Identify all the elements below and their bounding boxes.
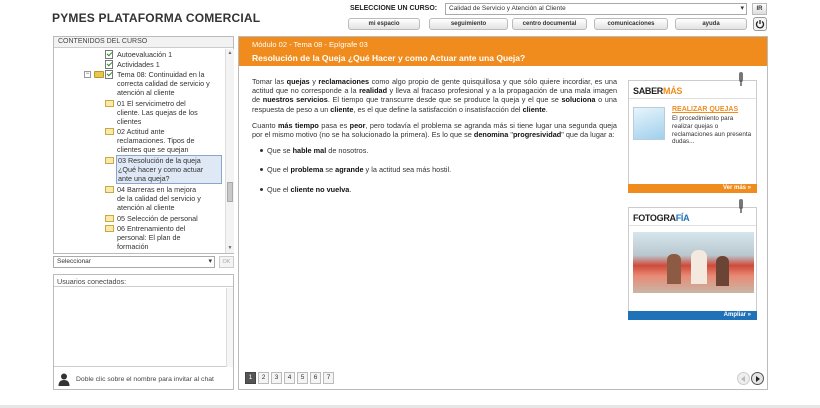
course-select-label: SELECCIONE UN CURSO: bbox=[350, 5, 438, 12]
ampliar-link[interactable]: Ampliar » bbox=[628, 311, 757, 320]
page-button[interactable]: 5 bbox=[297, 372, 308, 384]
page-icon bbox=[105, 157, 114, 164]
tree-scrollbar[interactable] bbox=[225, 49, 234, 253]
chat-hint: Doble clic sobre el nombre para invitar al chat bbox=[76, 376, 214, 383]
tree-item-01[interactable]: 01 El servicimetro del cliente. Las quejas de los clientes bbox=[117, 99, 198, 126]
page-button[interactable]: 3 bbox=[271, 372, 282, 384]
power-icon[interactable] bbox=[753, 17, 767, 31]
chevron-down-icon: ▾ bbox=[740, 5, 744, 12]
nav-ayuda-button[interactable]: ayuda bbox=[675, 18, 747, 30]
ver-mas-link[interactable]: Ver más » bbox=[628, 184, 757, 193]
tree-item-tema08[interactable]: Tema 08: Continuidad en la correcta calidad de servicio y atención al cliente bbox=[117, 70, 210, 97]
lesson-header bbox=[239, 37, 767, 66]
tree-item-04[interactable]: 04 Barreras en la mejora de la calidad del servicio y atención al cliente bbox=[117, 185, 201, 212]
tree-item-actividades[interactable]: Actividades 1 bbox=[117, 60, 160, 69]
folder-icon bbox=[94, 71, 104, 78]
fotografia-logo: FOTOGRAFÍA bbox=[633, 213, 690, 223]
app-title: PYMES PLATAFORMA COMERCIAL bbox=[52, 11, 261, 25]
course-contents-title: CONTENIDOS DEL CURSO bbox=[54, 37, 233, 48]
go-button[interactable]: IR bbox=[752, 3, 767, 15]
page-button[interactable]: 7 bbox=[323, 372, 334, 384]
course-select[interactable] bbox=[445, 3, 747, 15]
connected-users-title: Usuarios conectados: bbox=[54, 275, 233, 287]
fotografia-card bbox=[628, 207, 757, 320]
scroll-thumb[interactable] bbox=[227, 182, 233, 202]
fotografia-image[interactable] bbox=[633, 232, 754, 293]
next-page-icon[interactable] bbox=[751, 372, 764, 385]
paragraph-1: Tomar las quejas y reclamaciones como algo propio de gente quisquillosa y que sólo quiere incordiar, es una actitud que no corresponde a la realidad y lleva al fracaso profesional y a la propagación de una mala imagen de nuestros servicios. El tiempo que transcurre desde que se produce la queja y el que se soluciona o una respuesta de peso a un cliente, es el que define la satisfacción o insatisfacción del cliente. bbox=[252, 77, 618, 114]
scroll-up-icon[interactable]: ▲ bbox=[227, 50, 233, 56]
saber-mas-logo: SABERMÁS bbox=[633, 86, 683, 96]
app-header bbox=[0, 0, 820, 33]
consequence-list bbox=[252, 146, 617, 194]
completed-doc-icon bbox=[105, 70, 113, 79]
completed-doc-icon bbox=[105, 60, 113, 69]
list-item: Que el cliente no vuelva. bbox=[252, 185, 617, 194]
filter-select-value: Seleccionar bbox=[57, 258, 91, 265]
filter-select[interactable] bbox=[53, 256, 215, 268]
course-select-value: Calidad de Servicio y Atención al Cliente bbox=[449, 5, 566, 12]
realizar-quejas-link[interactable]: REALIZAR QUEJAS bbox=[672, 106, 739, 113]
nav-centro-documental-button[interactable]: centro documental bbox=[512, 18, 587, 30]
lesson-panel bbox=[238, 36, 768, 390]
course-contents-panel bbox=[53, 36, 234, 254]
list-item: Que se hable mal de nosotros. bbox=[252, 146, 617, 155]
page-button[interactable]: 4 bbox=[284, 372, 295, 384]
course-tree bbox=[54, 49, 224, 253]
page-button[interactable]: 1 bbox=[245, 372, 256, 384]
tree-item-06[interactable]: 06 Entrenamiento del personal: El plan de formación bbox=[117, 224, 186, 251]
collapse-icon[interactable]: − bbox=[85, 71, 90, 77]
list-item: Que el problema se agrande y la actitud sea más hostil. bbox=[252, 165, 617, 174]
previous-page-icon[interactable] bbox=[737, 372, 750, 385]
breadcrumb: Módulo 02 - Tema 08 - Epígrafe 03 bbox=[252, 40, 368, 49]
saber-mas-text: El procedimiento para realizar quejas o reclamaciones aun presenta dudas... bbox=[672, 115, 752, 146]
tree-item-05[interactable]: 05 Selección de personal bbox=[117, 214, 198, 223]
scroll-down-icon[interactable]: ▼ bbox=[227, 245, 233, 251]
page-button[interactable]: 6 bbox=[310, 372, 321, 384]
page-icon bbox=[105, 128, 114, 135]
tree-item-03-selected[interactable]: 03 Resolución de la queja ¿Qué hacer y como actuar ante una queja? bbox=[116, 155, 222, 184]
pin-icon bbox=[738, 72, 744, 86]
saber-mas-card bbox=[628, 80, 757, 193]
nav-comunicaciones-button[interactable]: comunicaciones bbox=[594, 18, 668, 30]
saber-mas-image bbox=[633, 107, 665, 140]
nav-mi-espacio-button[interactable]: mi espacio bbox=[348, 18, 420, 30]
tree-item-02[interactable]: 02 Actitud ante reclamaciones. Tipos de clientes que se quejan bbox=[117, 127, 195, 154]
connected-users-panel bbox=[53, 274, 234, 390]
pin-icon bbox=[738, 199, 744, 213]
person-icon bbox=[58, 373, 70, 386]
chevron-down-icon: ▾ bbox=[208, 258, 212, 265]
connected-users-list[interactable] bbox=[54, 288, 233, 367]
page-button[interactable]: 2 bbox=[258, 372, 269, 384]
ok-button[interactable]: OK bbox=[219, 256, 234, 268]
tree-item-autoevaluacion[interactable]: Autoevaluación 1 bbox=[117, 50, 173, 59]
paragraph-2: Cuanto más tiempo pasa es peor, pero todavía el problema se agranda más si tiene lugar una segunda queja por el mismo motivo (no se ha solucionado la primera). Es lo que se denomina "progresividad" que da lugar a: bbox=[252, 120, 617, 140]
page-title: Resolución de la Queja ¿Qué Hacer y como Actuar ante una Queja? bbox=[252, 53, 526, 63]
page-icon bbox=[105, 215, 114, 222]
page-icon bbox=[105, 100, 114, 107]
lesson-body bbox=[252, 77, 617, 204]
users-scrollbar[interactable] bbox=[226, 288, 233, 367]
completed-doc-icon bbox=[105, 50, 113, 59]
page-icon bbox=[105, 186, 114, 193]
page-icon bbox=[105, 225, 114, 232]
nav-seguimiento-button[interactable]: seguimiento bbox=[429, 18, 508, 30]
